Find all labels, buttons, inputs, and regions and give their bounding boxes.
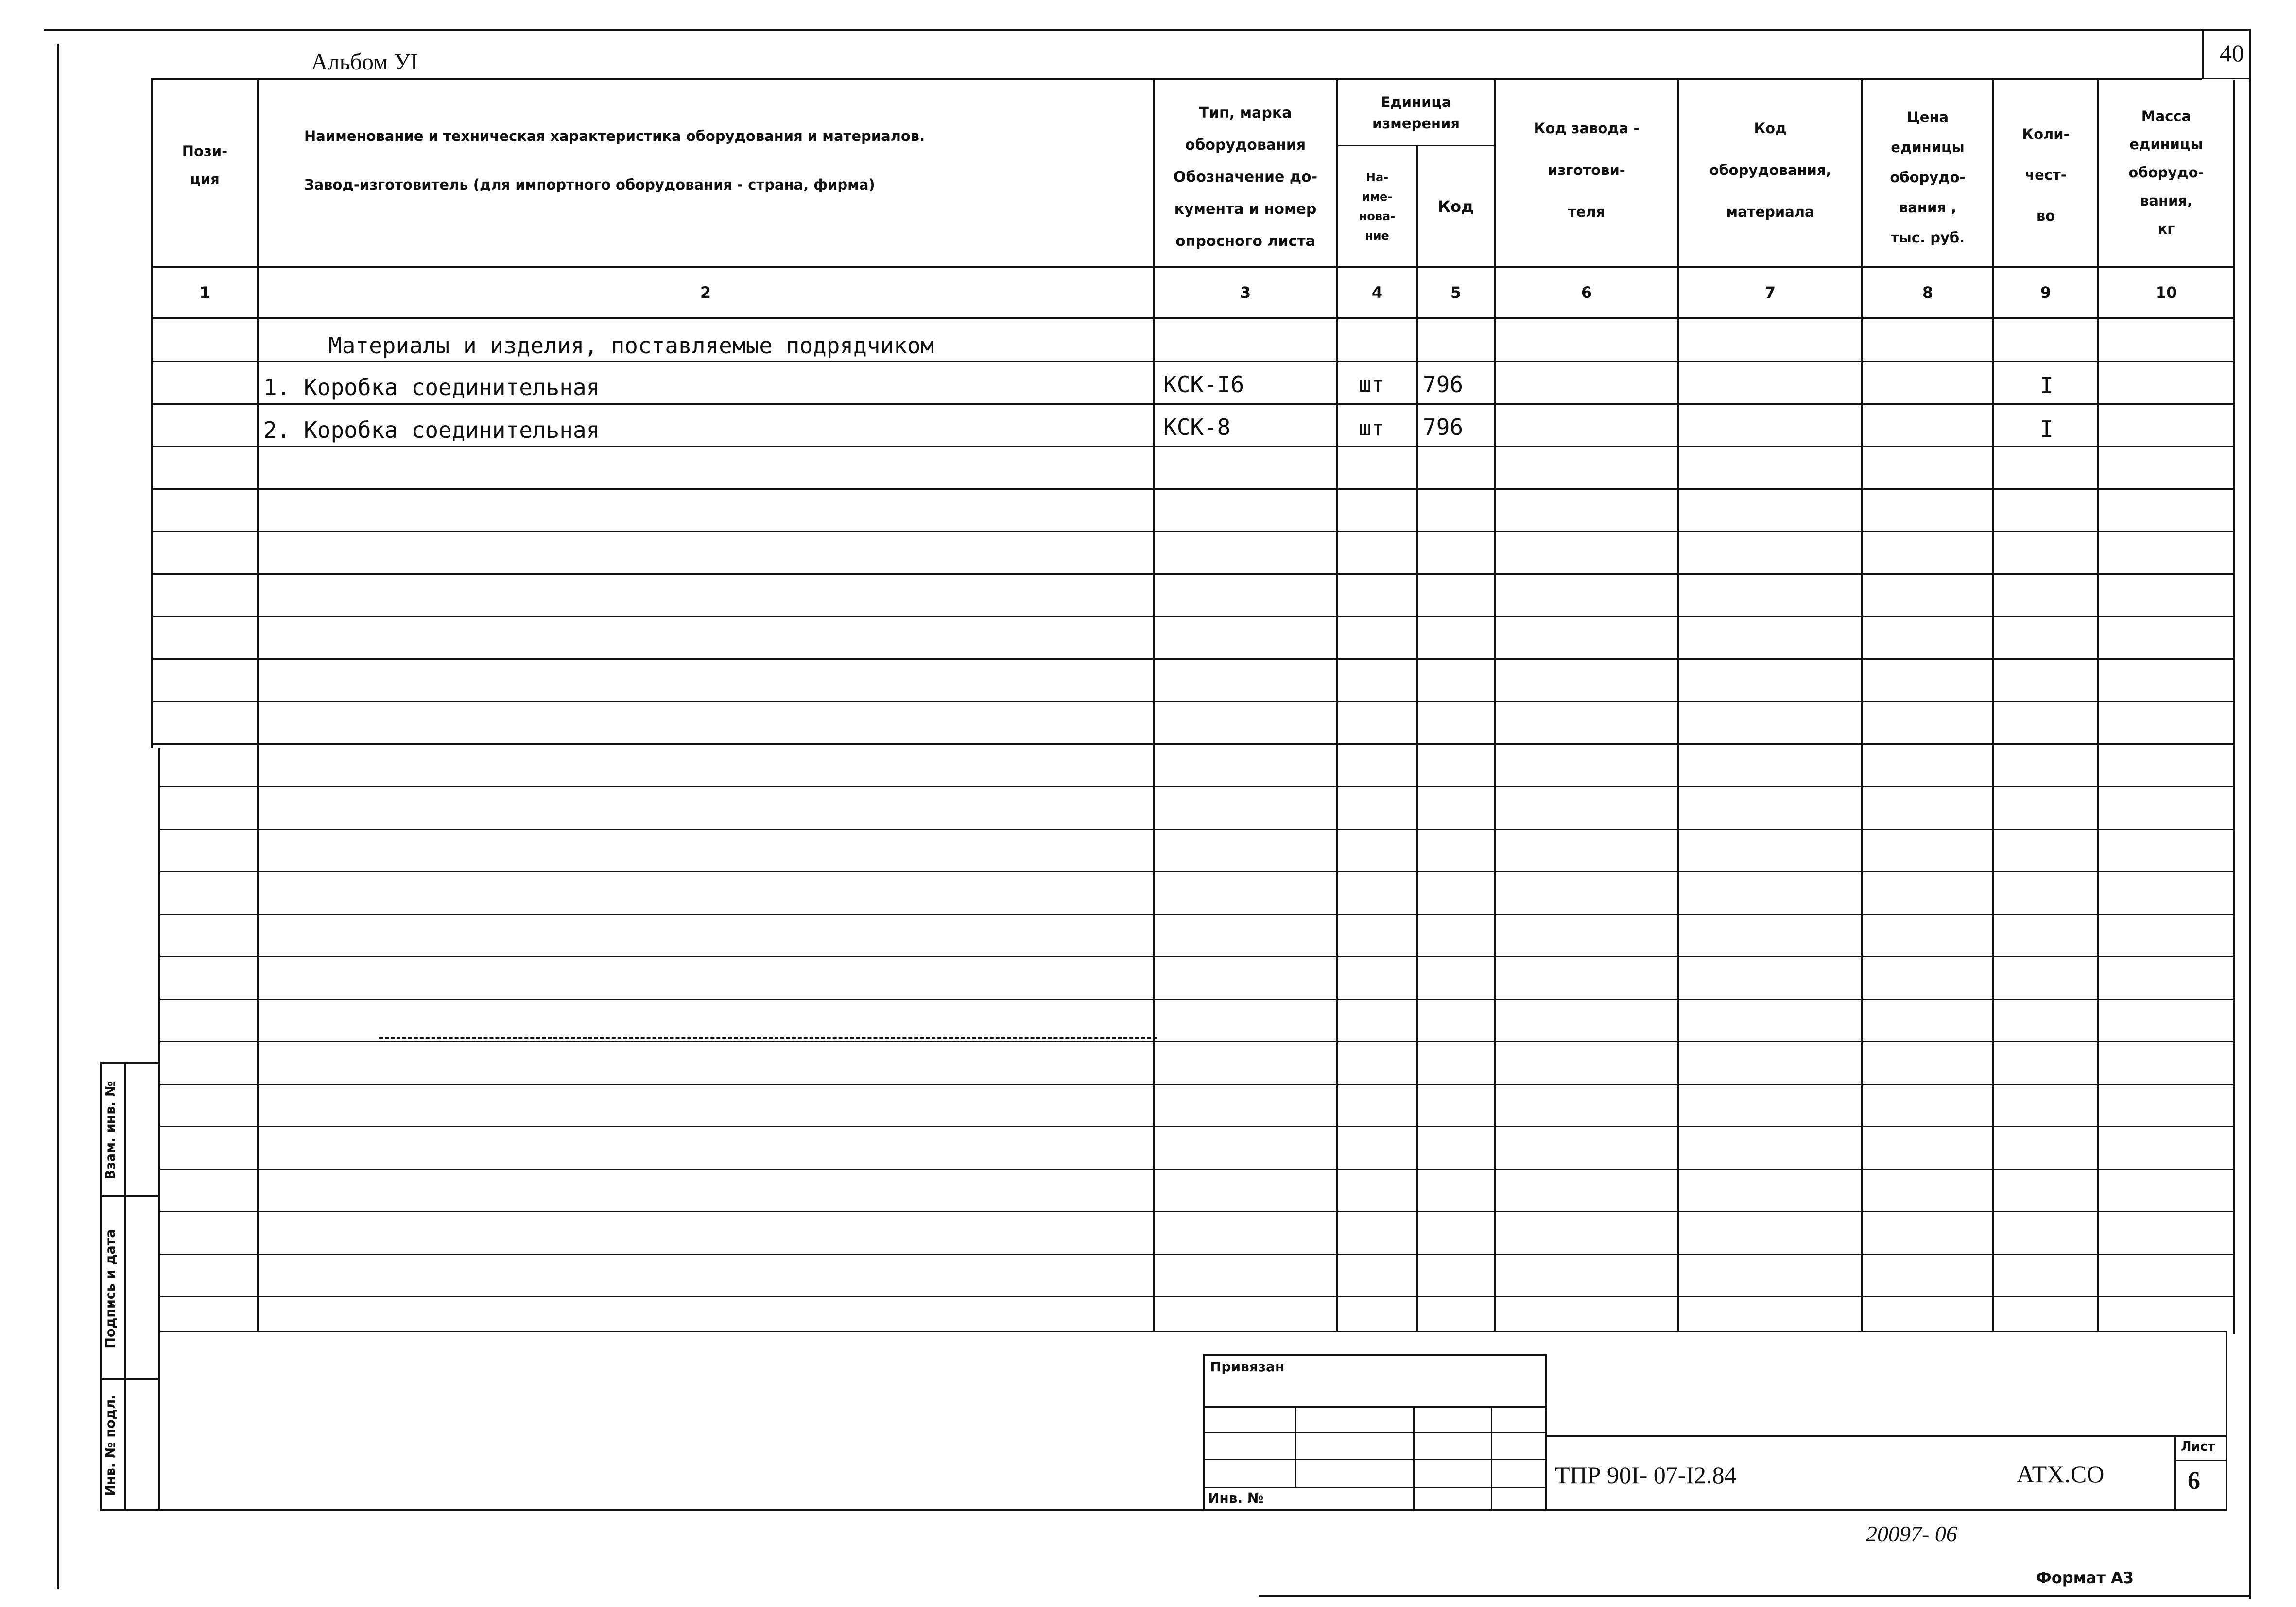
col-divider-3 bbox=[1336, 78, 1338, 1331]
row-2-unit: шт bbox=[1359, 416, 1384, 441]
sheet-box-div bbox=[2174, 1460, 2227, 1461]
header-col-1-text: Пози- ция bbox=[182, 143, 228, 188]
col-divider-9 bbox=[2097, 78, 2099, 1331]
header-col-10 bbox=[2099, 92, 2233, 253]
table-row-line bbox=[153, 658, 2233, 660]
header-col-2 bbox=[259, 112, 1082, 209]
col-divider-1 bbox=[257, 78, 259, 1331]
header-col-8-text: Цена единицы оборудо- вания , тыс. руб. bbox=[1890, 109, 1966, 246]
row-2-code: 796 bbox=[1423, 414, 1464, 440]
table-row-line bbox=[153, 531, 2233, 532]
table-row-line bbox=[158, 786, 2233, 787]
header-unit-group bbox=[1338, 84, 1494, 142]
album-title: Альбом УI bbox=[311, 49, 418, 75]
stamp-line-4 bbox=[1203, 1487, 1546, 1488]
col-divider-5 bbox=[1494, 78, 1496, 1331]
colnum-1: 1 bbox=[199, 283, 210, 302]
row-1-qty: I bbox=[2040, 372, 2054, 398]
stamp-vline-1 bbox=[1295, 1406, 1296, 1487]
colnum-bottom-line bbox=[151, 317, 2235, 319]
table-row-line bbox=[158, 956, 2233, 957]
side-label-inv-orig: Инв. № подл. bbox=[103, 1394, 118, 1496]
outer-bottom-border bbox=[1259, 1595, 2250, 1597]
table-row-line bbox=[153, 743, 2233, 745]
stamp-code: АТХ.СО bbox=[2017, 1460, 2105, 1487]
row-2-qty: I bbox=[2040, 416, 2054, 442]
header-col-3-text: Тип, марка оборудования Обозначение до- кумента и номер опросного листа bbox=[1173, 104, 1318, 250]
header-col-8 bbox=[1863, 97, 1992, 258]
table-row-line bbox=[158, 1126, 2233, 1127]
outer-right-border bbox=[2249, 29, 2251, 1599]
stamp-line-3 bbox=[1203, 1459, 1546, 1460]
table-row-line bbox=[158, 914, 2233, 915]
page-corner-box-left bbox=[2202, 30, 2204, 79]
stamp-line-2 bbox=[1203, 1432, 1546, 1433]
colnum-8: 8 bbox=[1922, 283, 1933, 302]
colnum-4: 4 bbox=[1371, 283, 1383, 302]
table-right-border-lower bbox=[2226, 1331, 2227, 1511]
row-1-unit: шт bbox=[1359, 372, 1384, 397]
colnum-5: 5 bbox=[1450, 283, 1462, 302]
table-row-line bbox=[158, 1254, 2233, 1255]
colnum-7: 7 bbox=[1764, 283, 1776, 302]
header-col-4-text: На- име- нова- ние bbox=[1359, 171, 1396, 242]
row-1-type: КСК-I6 bbox=[1163, 371, 1244, 397]
stamp-designation: ТПР 90I- 07-I2.84 bbox=[1555, 1461, 1737, 1488]
outer-left-border bbox=[57, 44, 59, 1589]
colnum-2: 2 bbox=[700, 283, 711, 302]
table-right-border bbox=[2233, 80, 2235, 1334]
sheet-box-left bbox=[2174, 1435, 2176, 1511]
header-col-4 bbox=[1338, 151, 1416, 262]
table-row-line bbox=[158, 1041, 2233, 1042]
header-col-5 bbox=[1418, 151, 1494, 262]
side-label-vzam-inv: Взам. инв. № bbox=[103, 1081, 118, 1180]
colnum-3: 3 bbox=[1240, 283, 1251, 302]
table-row-line bbox=[158, 999, 2233, 1000]
stamp-sheet-no: 6 bbox=[2188, 1467, 2200, 1495]
table-row-line bbox=[158, 1296, 2233, 1297]
header-col-7 bbox=[1679, 107, 1861, 233]
side-label-sign-date: Подпись и дата bbox=[103, 1229, 118, 1348]
table-row-line bbox=[158, 1084, 2233, 1085]
table-top-border bbox=[151, 78, 2202, 80]
col-divider-6 bbox=[1677, 78, 1679, 1331]
dashed-line bbox=[379, 1037, 1157, 1039]
stamp-sheet-label: Лист bbox=[2181, 1439, 2215, 1454]
header-col-9-text: Коли- чест- во bbox=[2022, 126, 2070, 224]
colnum-10: 10 bbox=[2155, 283, 2177, 302]
outer-top-border bbox=[44, 29, 2250, 31]
table-row-line bbox=[153, 403, 2233, 405]
stamp-inv-no: Инв. № bbox=[1208, 1490, 1264, 1506]
frame-bottom-line bbox=[158, 1509, 2227, 1511]
row-1-name: 1. Коробка соединительная bbox=[263, 374, 600, 400]
col-divider-2 bbox=[1153, 78, 1155, 1331]
table-bottom-line bbox=[158, 1331, 2227, 1332]
header-col-3 bbox=[1155, 92, 1336, 262]
table-row-line bbox=[153, 446, 2233, 447]
table-row-line bbox=[153, 361, 2233, 362]
section-title: Материалы и изделия, поставляемые подрядчиком bbox=[328, 332, 934, 359]
header-col-9 bbox=[1994, 107, 2097, 243]
colnum-6: 6 bbox=[1581, 283, 1592, 302]
header-col-10-text: Масса единицы оборудо- вания, кг bbox=[2128, 108, 2204, 237]
col-divider-7 bbox=[1861, 78, 1863, 1331]
table-row-line bbox=[153, 616, 2233, 617]
row-2-name: 2. Коробка соединительная bbox=[263, 417, 600, 443]
col-divider-4 bbox=[1416, 146, 1418, 1331]
page-corner-number: 40 bbox=[2220, 39, 2244, 67]
footer-handwritten: 20097- 06 bbox=[1866, 1521, 1957, 1546]
stamp-privyazan: Привязан bbox=[1210, 1359, 1285, 1375]
row-1-code: 796 bbox=[1423, 371, 1464, 397]
table-left-border-lower bbox=[158, 748, 160, 1511]
table-row-line bbox=[158, 871, 2233, 872]
header-col-6-text: Код завода - изготови- теля bbox=[1534, 120, 1640, 220]
stamp-top bbox=[1203, 1354, 1546, 1356]
header-col-2-text: Наименование и техническая характеристика оборудования и материалов. Завод-изготовитель (для импортного оборудования - страна, фирма) bbox=[304, 128, 925, 193]
table-row-line bbox=[153, 701, 2233, 702]
header-col-6 bbox=[1496, 107, 1677, 233]
table-row-line bbox=[153, 488, 2233, 490]
header-col-1 bbox=[153, 126, 257, 204]
colnum-9: 9 bbox=[2040, 283, 2052, 302]
header-col-5-text: Код bbox=[1438, 197, 1474, 216]
table-row-line bbox=[153, 573, 2233, 575]
stamp-line-1 bbox=[1203, 1406, 1546, 1408]
table-row-line bbox=[158, 1169, 2233, 1170]
table-row-line bbox=[158, 829, 2233, 830]
side-strip-mid bbox=[124, 1062, 126, 1511]
row-2-type: КСК-8 bbox=[1163, 414, 1231, 440]
title-block-line bbox=[1545, 1435, 2227, 1437]
col-divider-8 bbox=[1992, 78, 1994, 1331]
header-col-7-text: Код оборудования, материала bbox=[1709, 120, 1831, 220]
unit-group-divider bbox=[1336, 145, 1495, 146]
header-unit-group-text: Единица измерения bbox=[1372, 94, 1460, 132]
table-row-line bbox=[158, 1211, 2233, 1212]
side-strip-left bbox=[100, 1062, 102, 1511]
page-corner-box-bottom bbox=[2202, 78, 2250, 79]
footer-format: Формат А3 bbox=[2036, 1569, 2134, 1587]
stamp-vline-2 bbox=[1413, 1406, 1415, 1511]
stamp-vline-3 bbox=[1491, 1406, 1492, 1511]
